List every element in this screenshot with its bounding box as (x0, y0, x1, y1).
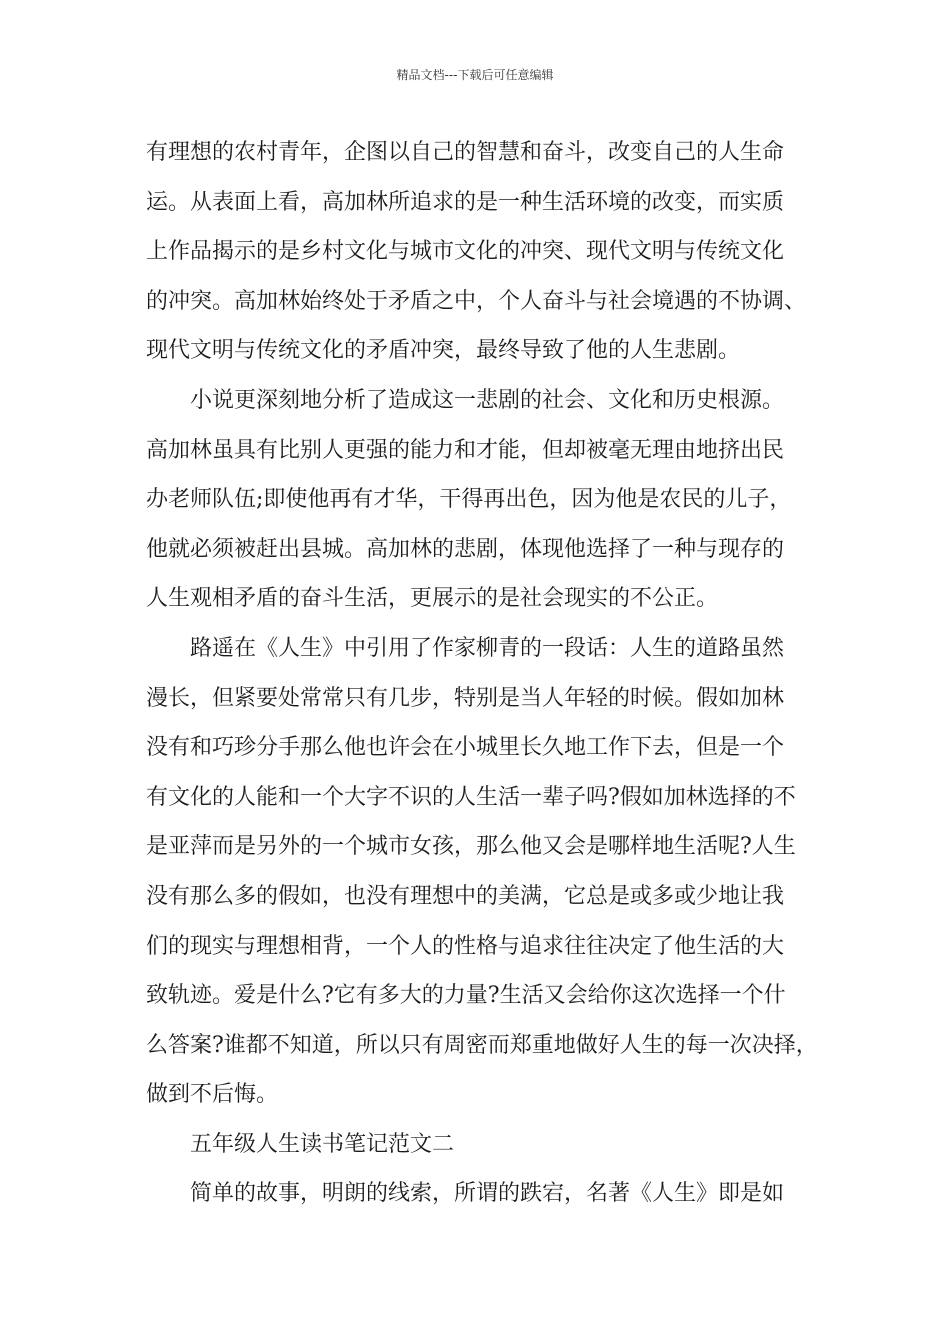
text-line: 上作品揭示的是乡村文化与城市文化的冲突、现代文明与传统文化 (146, 239, 785, 265)
text-line: 办老师队伍;即使他再有才华，干得再出色，因为他是农民的儿子， (146, 487, 792, 513)
text-line: 没有那么多的假如，也没有理想中的美满，它总是或多或少地让我 (146, 883, 785, 909)
text-line: 高加林虽具有比别人更强的能力和才能，但却被毫无理由地挤出民 (146, 437, 785, 463)
text-line: 人生观相矛盾的奋斗生活，更展示的是社会现实的不公正。 (146, 586, 719, 612)
text-line: 做到不后悔。 (146, 1082, 279, 1108)
text-line: 没有和巧珍分手那么他也许会在小城里长久地工作下去，但是一个 (146, 735, 785, 761)
text-line: 们的现实与理想相背，一个人的性格与追求往往决定了他生活的大 (146, 933, 785, 959)
text-line: 么答案?谁都不知道，所以只有周密而郑重地做好人生的每一次决择， (146, 1032, 818, 1058)
text-line: 现代文明与传统文化的矛盾冲突，最终导致了他的人生悲剧。 (146, 338, 741, 364)
paragraph-start-line: 路遥在《人生》中引用了作家柳青的一段话：人生的道路虽然 (190, 635, 785, 661)
text-line: 有理想的农村青年，企图以自己的智慧和奋斗，改变自己的人生命 (146, 140, 785, 165)
text-line: 有文化的人能和一个大字不识的人生活一辈子吗?假如加林选择的不 (146, 784, 796, 810)
text-line: 他就必须被赶出县城。高加林的悲剧，体现他选择了一种与现存的 (146, 536, 785, 562)
text-line: 漫长，但紧要处常常只有几步，特别是当人年轻的时候。假如加林 (146, 685, 785, 711)
text-line: 致轨迹。爱是什么?它有多大的力量?生活又会给你这次选择一个什 (146, 983, 786, 1009)
text-line: 运。从表面上看，高加林所追求的是一种生活环境的改变，而实质 (146, 189, 785, 215)
text-line: 是亚萍而是另外的一个城市女孩，那么他又会是哪样地生活呢?人生 (146, 834, 796, 860)
paragraph-start-line: 小说更深刻地分析了造成这一悲剧的社会、文化和历史根源。 (190, 387, 785, 413)
page-header: 精品文档---下载后可任意编辑 (396, 68, 554, 82)
document-body (146, 128, 836, 1219)
paragraph-start-line: 简单的故事，明朗的线索，所谓的跌宕，名著《人生》即是如 (190, 1181, 785, 1207)
text-line: 的冲突。高加林始终处于矛盾之中，个人奋斗与社会境遇的不协调、 (146, 288, 807, 314)
section-heading: 五年级人生读书笔记范文二 (190, 1131, 455, 1157)
